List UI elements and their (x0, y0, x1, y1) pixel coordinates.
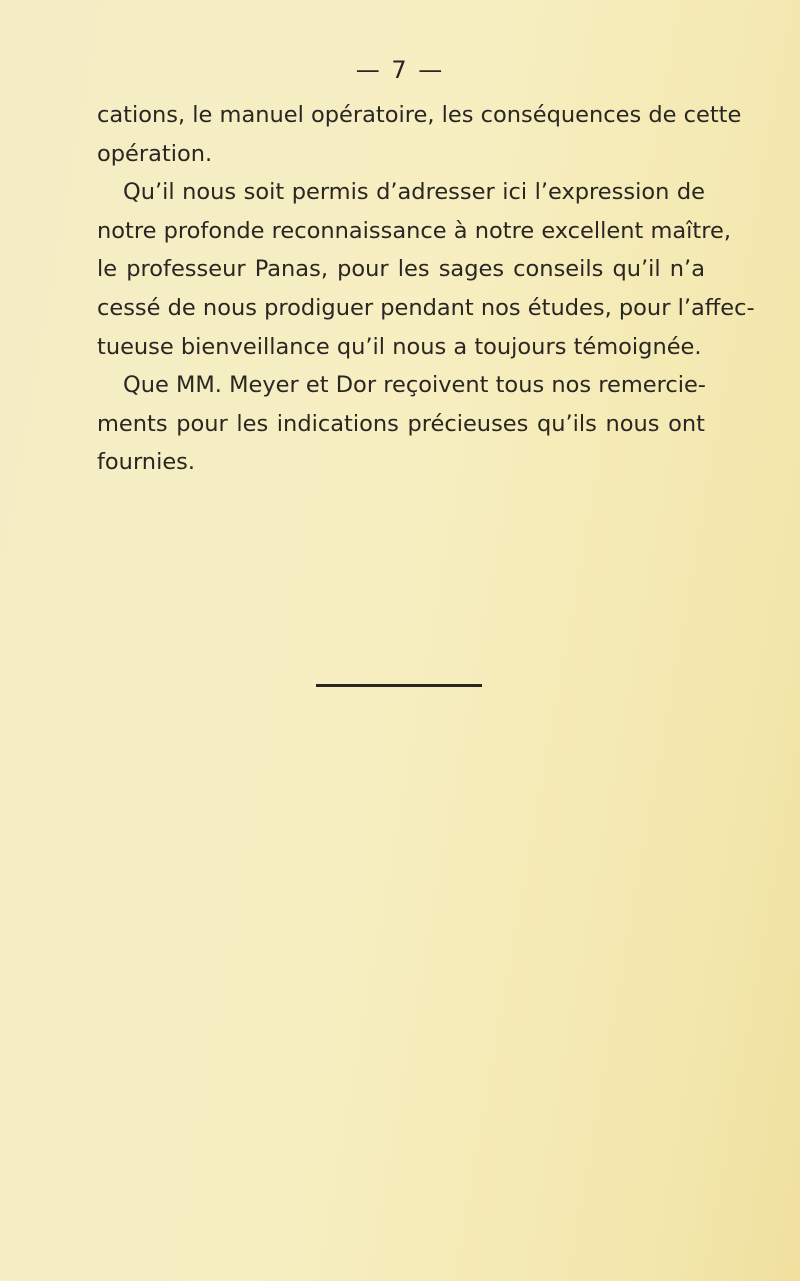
text-line: Qu’il nous soit permis d’adresser ici l’expression de (123, 179, 705, 206)
body-text (97, 96, 755, 482)
text-line: cessé de nous prodiguer pendant nos études, pour l’affec- (97, 294, 755, 321)
section-divider-rule (316, 684, 482, 687)
page-number: — 7 — (355, 56, 445, 84)
text-line: fournies. (97, 449, 196, 476)
text-line: cations, le manuel opératoire, les conséquences de cette (97, 102, 742, 128)
text-line: opération. (97, 140, 213, 167)
text-line: tueuse bienveillance qu’il nous a toujours témoignée. (97, 333, 702, 360)
paragraph-3 (97, 366, 705, 482)
text-line: Que MM. Meyer et Dor reçoivent tous nos remercie- (123, 372, 706, 399)
text-line: le professeur Panas, pour les sages conseils qu’il n’a (97, 256, 705, 283)
text-line: ments pour les indications précieuses qu’ils nous ont (97, 410, 705, 437)
paragraph-2 (97, 173, 755, 366)
text-line: notre profonde reconnaissance à notre excellent maître, (97, 217, 732, 244)
paragraph-1 (97, 96, 742, 173)
